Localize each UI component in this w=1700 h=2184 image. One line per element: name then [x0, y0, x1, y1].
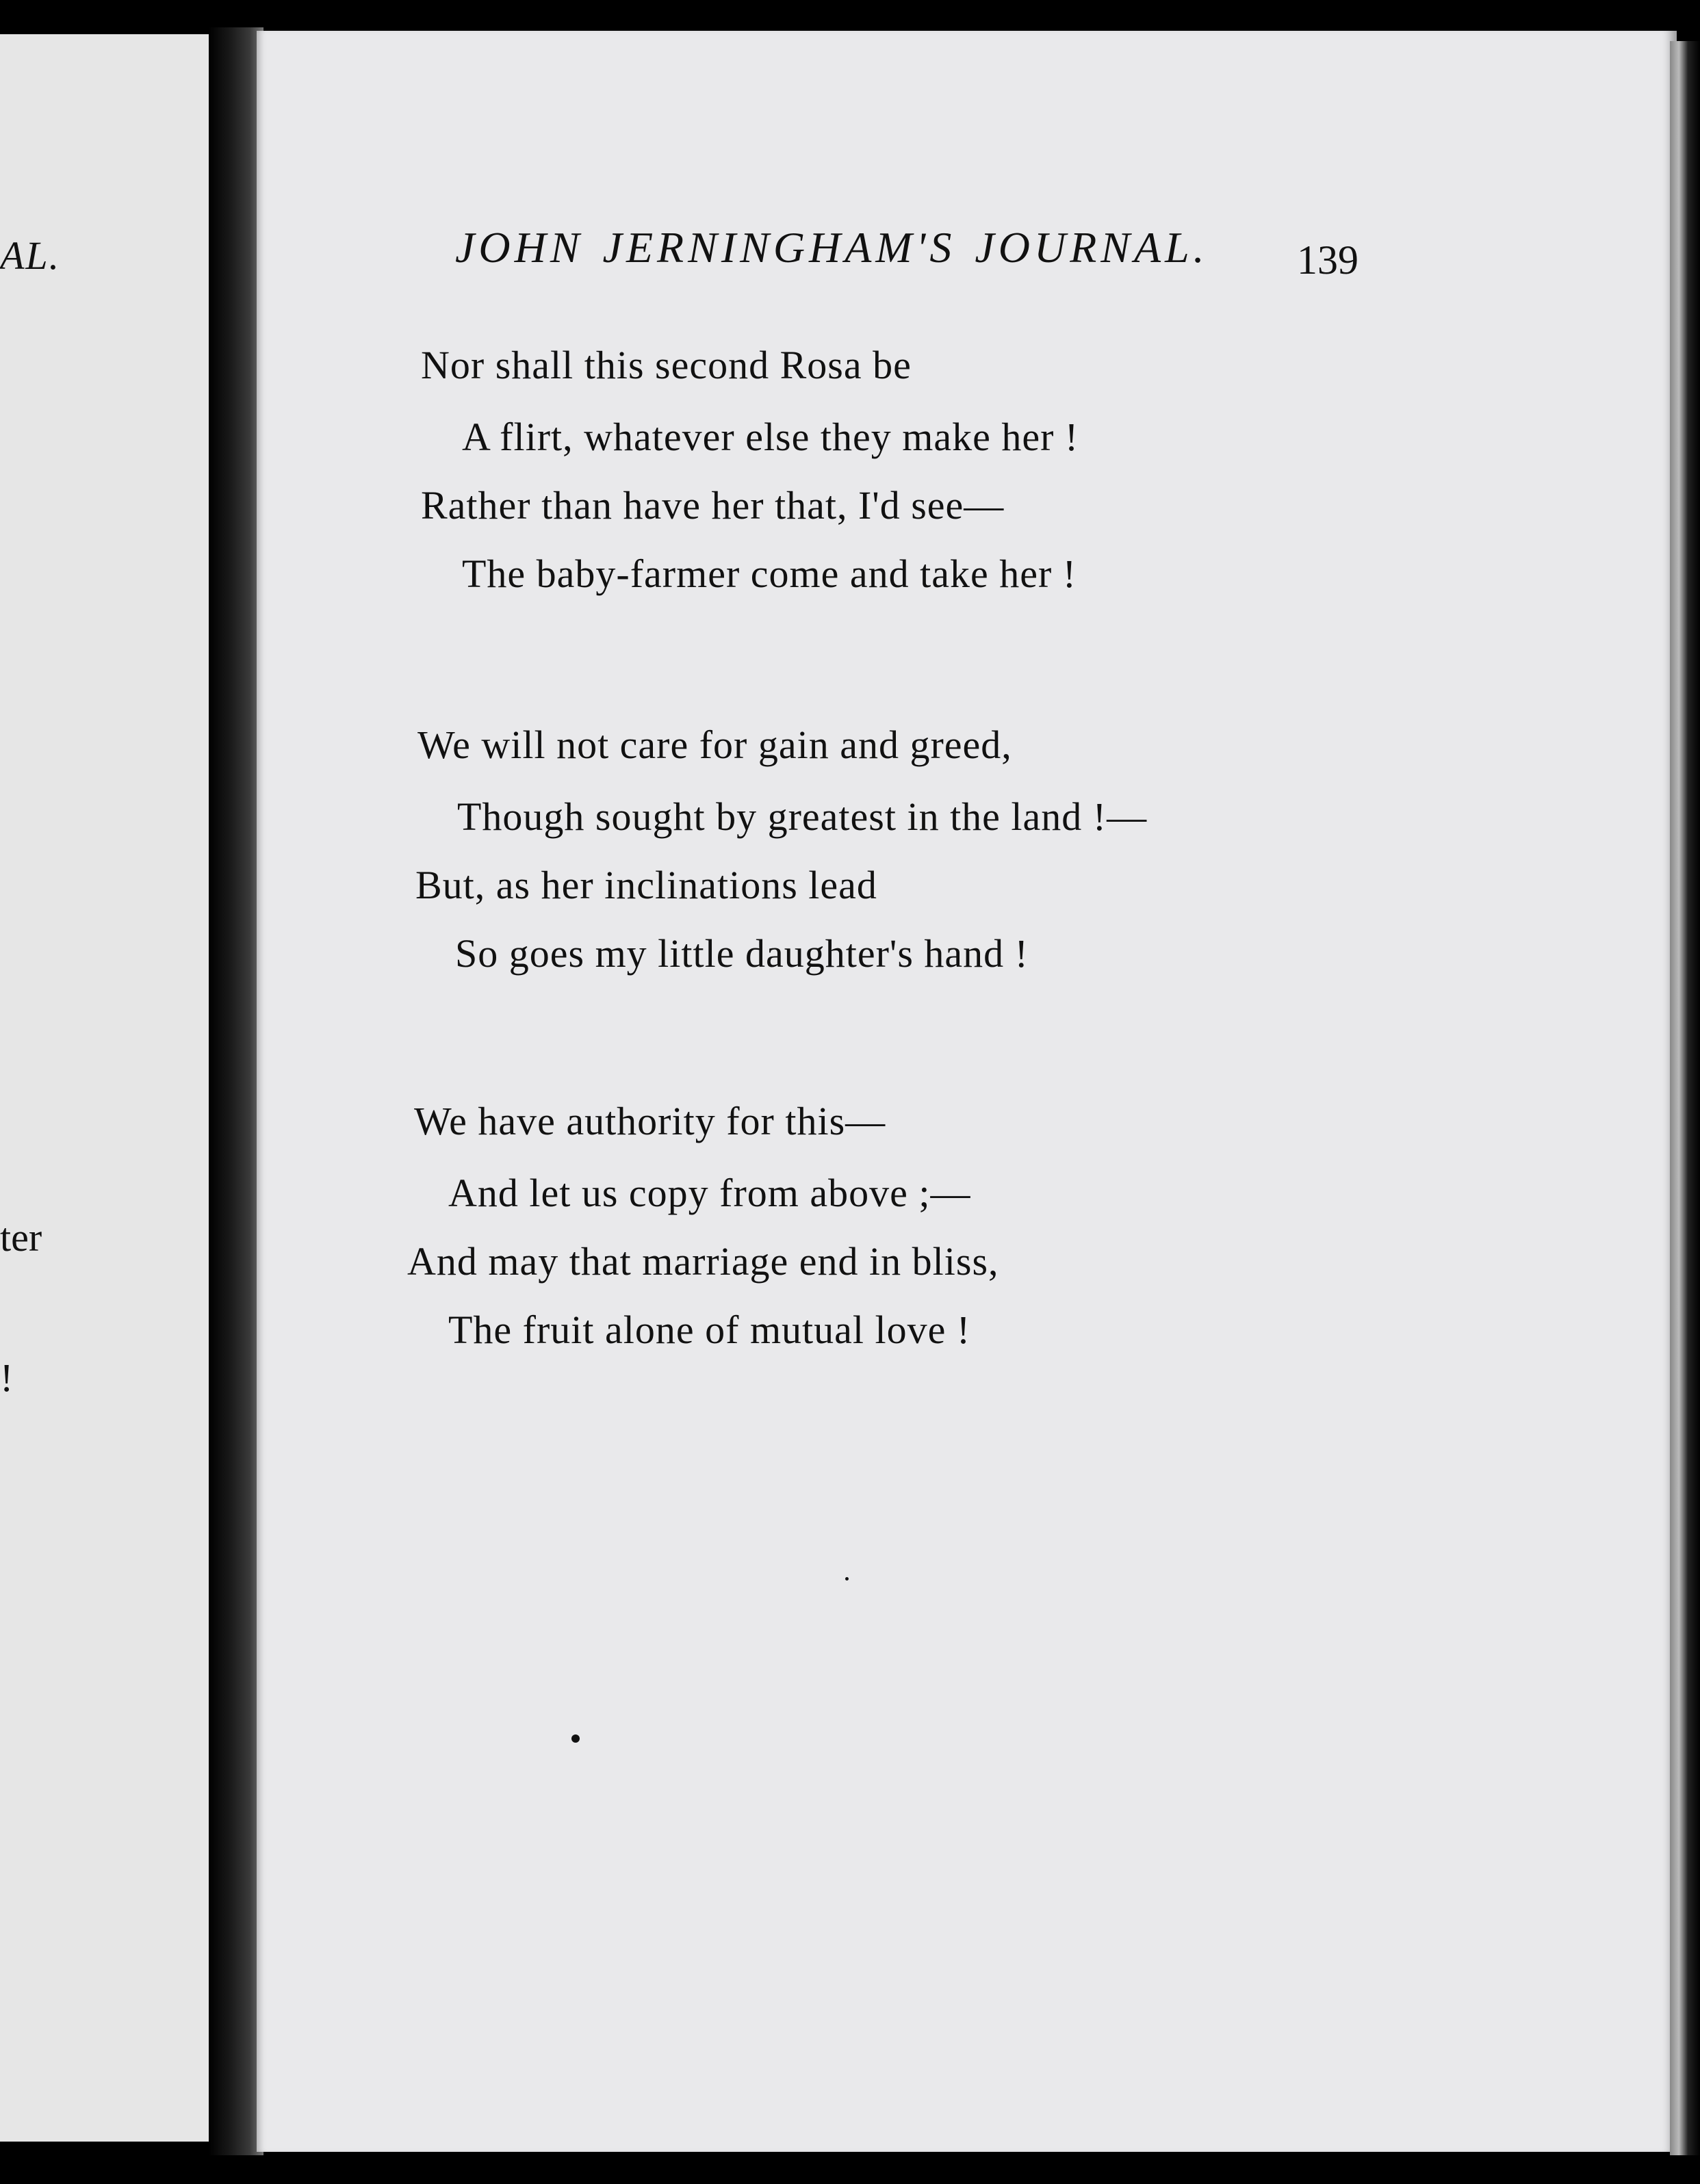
- verse-line: But, as her inclinations lead: [415, 863, 877, 907]
- running-head: JOHN JERNINGHAM'S JOURNAL.: [455, 223, 1209, 272]
- page-edge: [1670, 41, 1700, 2155]
- verse-line: A flirt, whatever else they make her !: [462, 415, 1079, 459]
- verse-line: And may that marriage end in bliss,: [407, 1239, 999, 1284]
- verse-line: We will not care for gain and greed,: [417, 723, 1012, 767]
- ink-speck: [571, 1734, 580, 1743]
- verse-line: So goes my little daughter's hand !: [455, 931, 1029, 976]
- facing-page-line-fragment: !: [0, 1355, 14, 1400]
- ink-speck: [845, 1577, 849, 1581]
- verse-line: And let us copy from above ;—: [448, 1171, 971, 1215]
- book-gutter: [209, 27, 263, 2155]
- facing-page: [0, 34, 209, 2142]
- book-page: [257, 31, 1677, 2152]
- verse-line: The fruit alone of mutual love !: [448, 1308, 971, 1352]
- verse-line: Rather than have her that, I'd see—: [421, 483, 1005, 528]
- verse-line: Though sought by greatest in the land !—: [457, 794, 1148, 839]
- facing-page-line-fragment: ter: [0, 1215, 42, 1260]
- facing-page-header-fragment: AL.: [0, 233, 61, 278]
- verse-line: We have authority for this—: [414, 1099, 886, 1143]
- verse-line: Nor shall this second Rosa be: [421, 343, 912, 387]
- page-number: 139: [1297, 237, 1358, 283]
- verse-line: The baby-farmer come and take her !: [462, 551, 1077, 596]
